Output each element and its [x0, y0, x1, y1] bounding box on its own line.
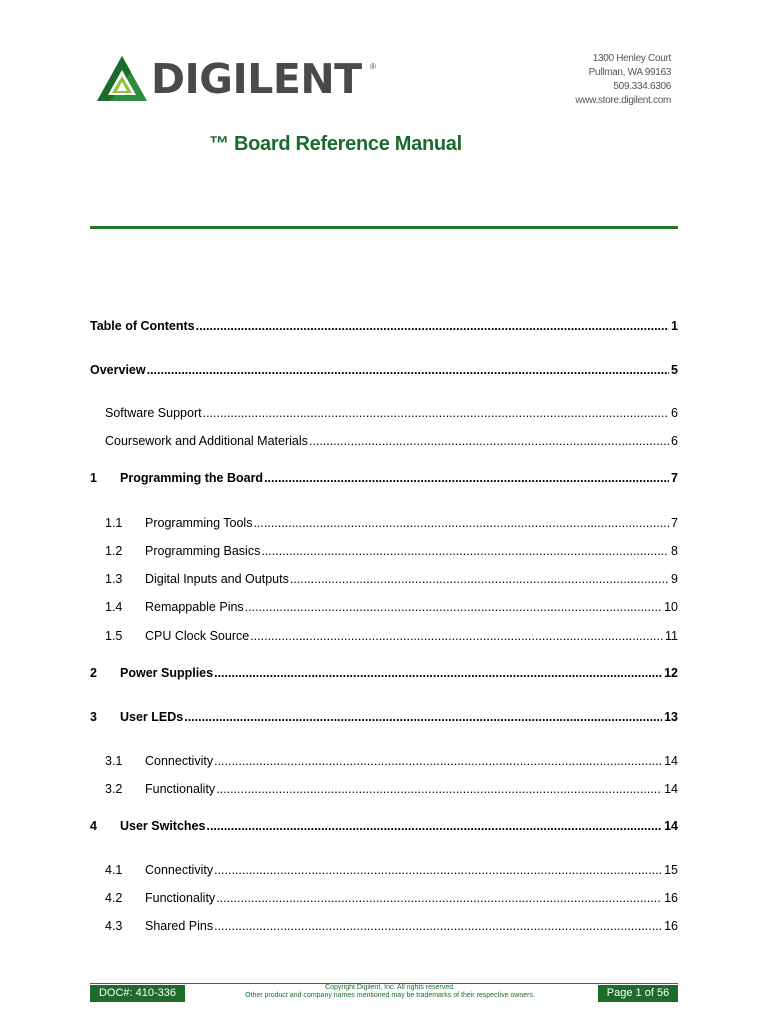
- toc-dot-leader: [264, 470, 669, 486]
- toc-entry-page: 7: [671, 471, 678, 485]
- toc-entry[interactable]: [90, 818, 678, 834]
- toc-entry-number: 1.4: [105, 600, 123, 614]
- toc-dot-leader: [216, 781, 662, 797]
- toc-dot-leader: [245, 599, 662, 615]
- toc-entry[interactable]: [105, 543, 678, 559]
- toc-entry-title: Functionality: [145, 782, 216, 796]
- toc-entry[interactable]: [105, 599, 678, 615]
- toc-entry-page: 15: [664, 863, 678, 877]
- trademark-notice: Other product and company names mentioned may be trademarks of their respective owners.: [245, 992, 535, 999]
- toc-dot-leader: [147, 362, 669, 378]
- toc-entry-number: 4.2: [105, 891, 123, 905]
- toc-entry-page: 7: [671, 516, 678, 530]
- toc-dot-leader: [214, 665, 662, 681]
- address-street: 1300 Henley Court: [592, 53, 671, 64]
- toc-entry-number: 1.5: [105, 629, 123, 643]
- toc-dot-leader: [184, 709, 662, 725]
- toc-entry-title: Table of Contents: [90, 319, 195, 333]
- toc-dot-leader: [214, 862, 662, 878]
- toc-entry[interactable]: [105, 405, 678, 421]
- toc-entry-title: Software Support: [105, 406, 202, 420]
- toc-entry-number: 3.1: [105, 754, 123, 768]
- toc-entry[interactable]: [105, 862, 678, 878]
- toc-entry-title: Overview: [90, 363, 146, 377]
- toc-entry-title: Connectivity: [145, 754, 214, 768]
- company-address: [575, 52, 671, 108]
- toc-dot-leader: [261, 543, 669, 559]
- toc-entry[interactable]: [90, 709, 678, 725]
- toc-entry[interactable]: [90, 470, 678, 486]
- toc-entry[interactable]: [105, 433, 678, 449]
- toc-entry-number: 3: [90, 710, 97, 724]
- toc-entry-page: 13: [664, 710, 678, 724]
- page-footer: [90, 983, 678, 1003]
- toc-entry[interactable]: [105, 571, 678, 587]
- registered-mark: ®: [370, 62, 376, 71]
- toc-entry-title: User Switches: [120, 819, 206, 833]
- toc-entry-title: User LEDs: [120, 710, 184, 724]
- title-divider: [90, 226, 678, 229]
- toc-entry-number: 1.1: [105, 516, 123, 530]
- toc-entry-page: 14: [664, 754, 678, 768]
- logo-wordmark: DIGILENT: [151, 55, 362, 103]
- toc-entry-page: 11: [665, 629, 678, 643]
- document-title: ™ Board Reference Manual: [209, 133, 462, 155]
- toc-entry[interactable]: [105, 890, 678, 906]
- toc-dot-leader: [309, 433, 669, 449]
- toc-entry-title: Programming Tools: [145, 516, 253, 530]
- toc-dot-leader: [196, 318, 669, 334]
- address-phone: 509.334.6306: [613, 81, 671, 92]
- toc-dot-leader: [206, 818, 662, 834]
- toc-entry-number: 3.2: [105, 782, 123, 796]
- toc-entry-number: 4: [90, 819, 97, 833]
- toc-entry[interactable]: [105, 628, 678, 644]
- page-number-badge: Page 1 of 56: [598, 985, 678, 1002]
- toc-entry-title: Power Supplies: [120, 666, 214, 680]
- toc-entry-page: 9: [671, 572, 678, 586]
- toc-entry-title: Digital Inputs and Outputs: [145, 572, 289, 586]
- toc-entry-number: 4.3: [105, 919, 123, 933]
- toc-dot-leader: [216, 890, 662, 906]
- toc-entry-page: 6: [671, 406, 678, 420]
- toc-entry[interactable]: [105, 781, 678, 797]
- toc-entry-number: 4.1: [105, 863, 123, 877]
- toc-entry[interactable]: [105, 918, 678, 934]
- toc-entry-title: Coursework and Additional Materials: [105, 434, 308, 448]
- toc-entry[interactable]: [105, 515, 678, 531]
- toc-dot-leader: [203, 405, 669, 421]
- doc-number-badge: DOC#: 410-336: [90, 985, 185, 1002]
- toc-entry-title: CPU Clock Source: [145, 629, 250, 643]
- toc-entry-title: Functionality: [145, 891, 216, 905]
- toc-entry[interactable]: [90, 318, 678, 334]
- toc-entry[interactable]: [90, 362, 678, 378]
- toc-entry-page: 12: [664, 666, 678, 680]
- toc-entry[interactable]: [90, 665, 678, 681]
- toc-entry-number: 1.3: [105, 572, 123, 586]
- toc-dot-leader: [214, 753, 662, 769]
- copyright-notice: Copyright Digilent, Inc. All rights reserved.: [325, 984, 455, 991]
- toc-entry[interactable]: [105, 753, 678, 769]
- toc-entry-page: 8: [671, 544, 678, 558]
- toc-entry-page: 1: [671, 319, 678, 333]
- toc-entry-page: 16: [664, 919, 678, 933]
- toc-dot-leader: [290, 571, 669, 587]
- toc-entry-title: Programming Basics: [145, 544, 261, 558]
- digilent-logo: [96, 54, 386, 104]
- toc-entry-title: Programming the Board: [120, 471, 264, 485]
- address-city: Pullman, WA 99163: [588, 67, 671, 78]
- toc-entry-page: 6: [671, 434, 678, 448]
- toc-entry-page: 14: [664, 782, 678, 796]
- toc-dot-leader: [253, 515, 669, 531]
- digilent-logo-icon: [96, 54, 148, 104]
- toc-entry-page: 10: [664, 600, 678, 614]
- toc-entry-title: Remappable Pins: [145, 600, 244, 614]
- toc-dot-leader: [214, 918, 662, 934]
- toc-entry-title: Connectivity: [145, 863, 214, 877]
- footer-legal: [200, 984, 580, 1000]
- toc-entry-number: 1: [90, 471, 97, 485]
- toc-entry-title: Shared Pins: [145, 919, 214, 933]
- toc-entry-page: 16: [664, 891, 678, 905]
- toc-entry-page: 5: [671, 363, 678, 377]
- address-website[interactable]: www.store.digilent.com: [575, 95, 671, 106]
- toc-dot-leader: [250, 628, 663, 644]
- toc-entry-number: 1.2: [105, 544, 123, 558]
- toc-entry-number: 2: [90, 666, 97, 680]
- toc-entry-page: 14: [664, 819, 678, 833]
